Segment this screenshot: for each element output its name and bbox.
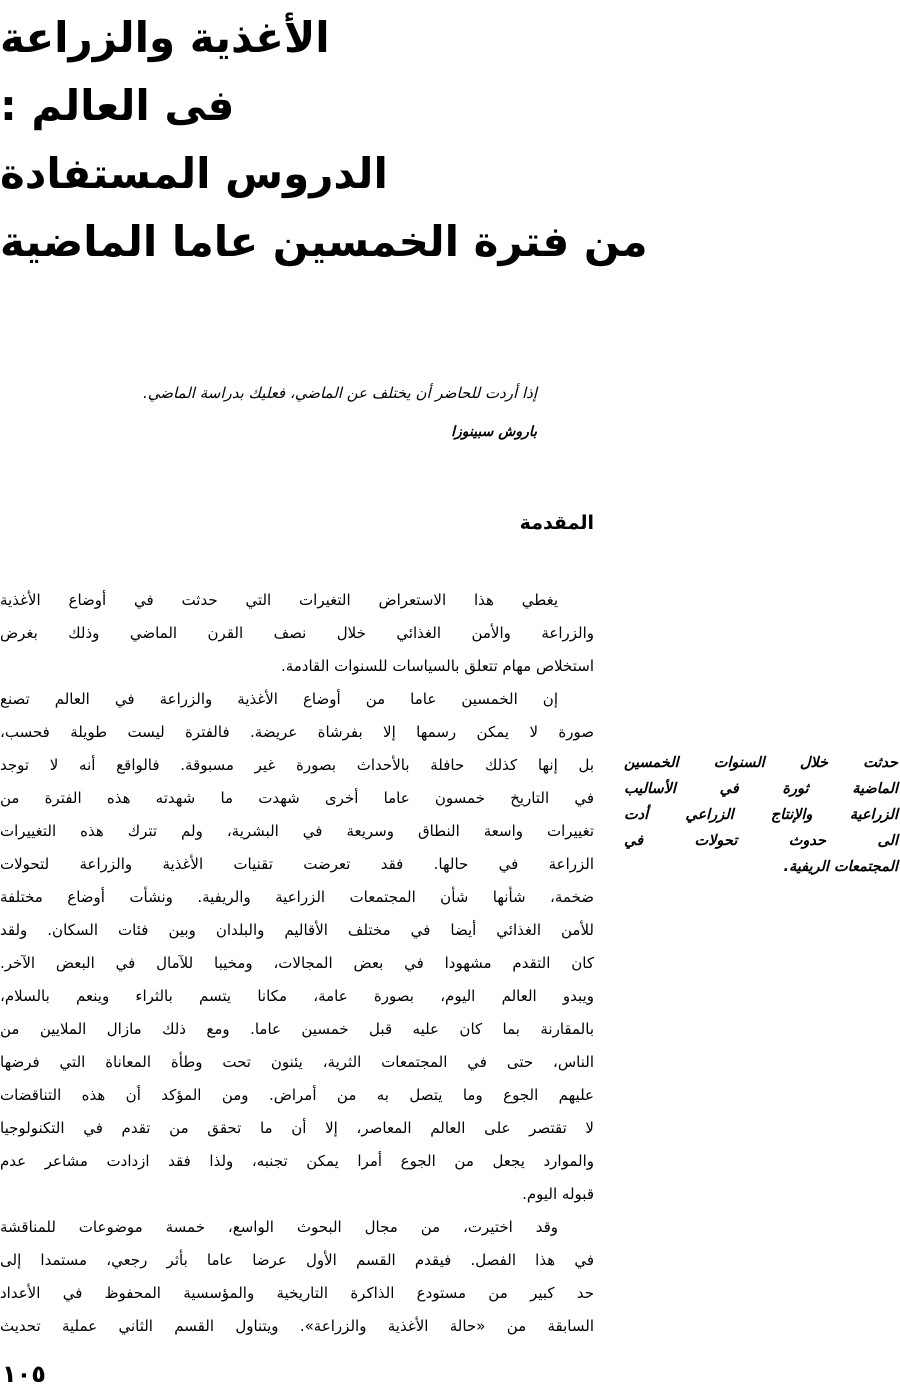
body-line: استخلاص مهام تتعلق بالسياسات للسنوات القادمة. [280, 657, 594, 675]
body-line: السابقة من «حالة الأغذية والزراعة». ويتناول القسم الثاني عملية تحديث [0, 1317, 594, 1335]
page-title [0, 4, 700, 276]
body-line: يغطي هذا الاستعراض التغيرات التي حدثت في أوضاع الأغذية [0, 591, 558, 609]
body-line: بالمقارنة بما كان عليه قبل خمسين عاما. ومع ذلك مازال الملايين من [0, 1020, 594, 1038]
body-line: في هذا الفصل. فيقدم القسم الأول عرضا عاما بأثر رجعي، مستمدا إلى [0, 1251, 594, 1269]
body-line: إن الخمسين عاما من أوضاع الأغذية والزراعة في العالم تصنع [0, 690, 558, 708]
body-line: للأمن الغذائي أيضا في مختلف الأقاليم والبلدان وبين فئات السكان. ولقد [0, 921, 594, 939]
body-line: تغييرات واسعة النطاق وسريعة في البشرية، ولم تترك هذه التغييرات [0, 822, 594, 840]
body-line: في التاريخ خمسون عاما أخرى شهدت ما شهدته هذه الفترة من [0, 789, 594, 807]
body-line: كان التقدم مشهودا في بعض المجالات، ومخيبا للآمال في البعض الآخر. [0, 954, 594, 972]
body-line: الزراعة في حالها. فقد تعرضت تقنيات الأغذية والزراعة لتحولات [0, 855, 594, 873]
body-line: ويبدو العالم اليوم، بصورة عامة، مكانا يتسم بالثراء وينعم بالسلام، [0, 987, 594, 1005]
pull-quote-line: الى حدوث تحولات في [624, 833, 898, 849]
body-line: عليهم الجوع وما يتصل به من أمراض. ومن المؤكد أن هذه التناقضات [0, 1086, 594, 1104]
body-line: والموارد يجعل من الجوع أمرا يمكن تجنبه، ولذا فقد ازدادت مشاعر عدم [0, 1152, 594, 1170]
pull-quote-line: الماضية ثورة في الأساليب [624, 781, 898, 797]
body-line: وقد اختيرت، من مجال البحوث الواسع، خمسة موضوعات للمناقشة [0, 1218, 558, 1236]
body-line: لا تقتصر على العالم المعاصر، إلا أن ما تحقق من تقدم في التكنولوجيا [0, 1119, 594, 1137]
title-line: من فترة الخمسين عاما الماضية [0, 217, 648, 266]
pull-quote-line: الزراعية والإنتاج الزراعي أدت [624, 807, 898, 823]
body-line: بل إنها كذلك حافلة بالأحداث بصورة غير مسبوقة. فالواقع أنه لا توجد [0, 756, 594, 774]
body-line: والزراعة والأمن الغذائي خلال نصف القرن الماضي وذلك بغرض [0, 624, 594, 642]
body-line: الناس، حتى في المجتمعات الثرية، يئنون تحت وطأة المعاناة التي فرضها [0, 1053, 594, 1071]
pull-quote-line: المجتمعات الريفية. [783, 859, 898, 875]
body-line: ضخمة، شأنها شأن المجتمعات الزراعية والريفية. ونشأت أوضاع مختلفة [0, 888, 594, 906]
body-line: قبوله اليوم. [522, 1185, 594, 1203]
body-text [0, 584, 594, 1343]
page-number: ١٠٥ [2, 1360, 46, 1388]
pull-quote-line: حدثت خلال السنوات الخمسين [624, 755, 898, 771]
epigraph-author: باروش سبينوزا [451, 424, 537, 440]
epigraph-quote: إذا أردت للحاضر أن يختلف عن الماضي، فعليك بدراسة الماضي. [142, 384, 537, 402]
title-line: الأغذية والزراعة [0, 13, 330, 62]
title-line: الدروس المستفادة [0, 149, 388, 198]
title-line: فى العالم : [0, 81, 235, 130]
body-line: حد كبير من مستودع الذاكرة التاريخية والمؤسسية المحفوظ في الأعداد [0, 1284, 594, 1302]
body-line: صورة لا يمكن رسمها إلا بفرشاة عريضة. فالفترة ليست طويلة فحسب، [0, 723, 594, 741]
section-heading: المقدمة [519, 512, 594, 534]
pull-quote [624, 750, 898, 880]
